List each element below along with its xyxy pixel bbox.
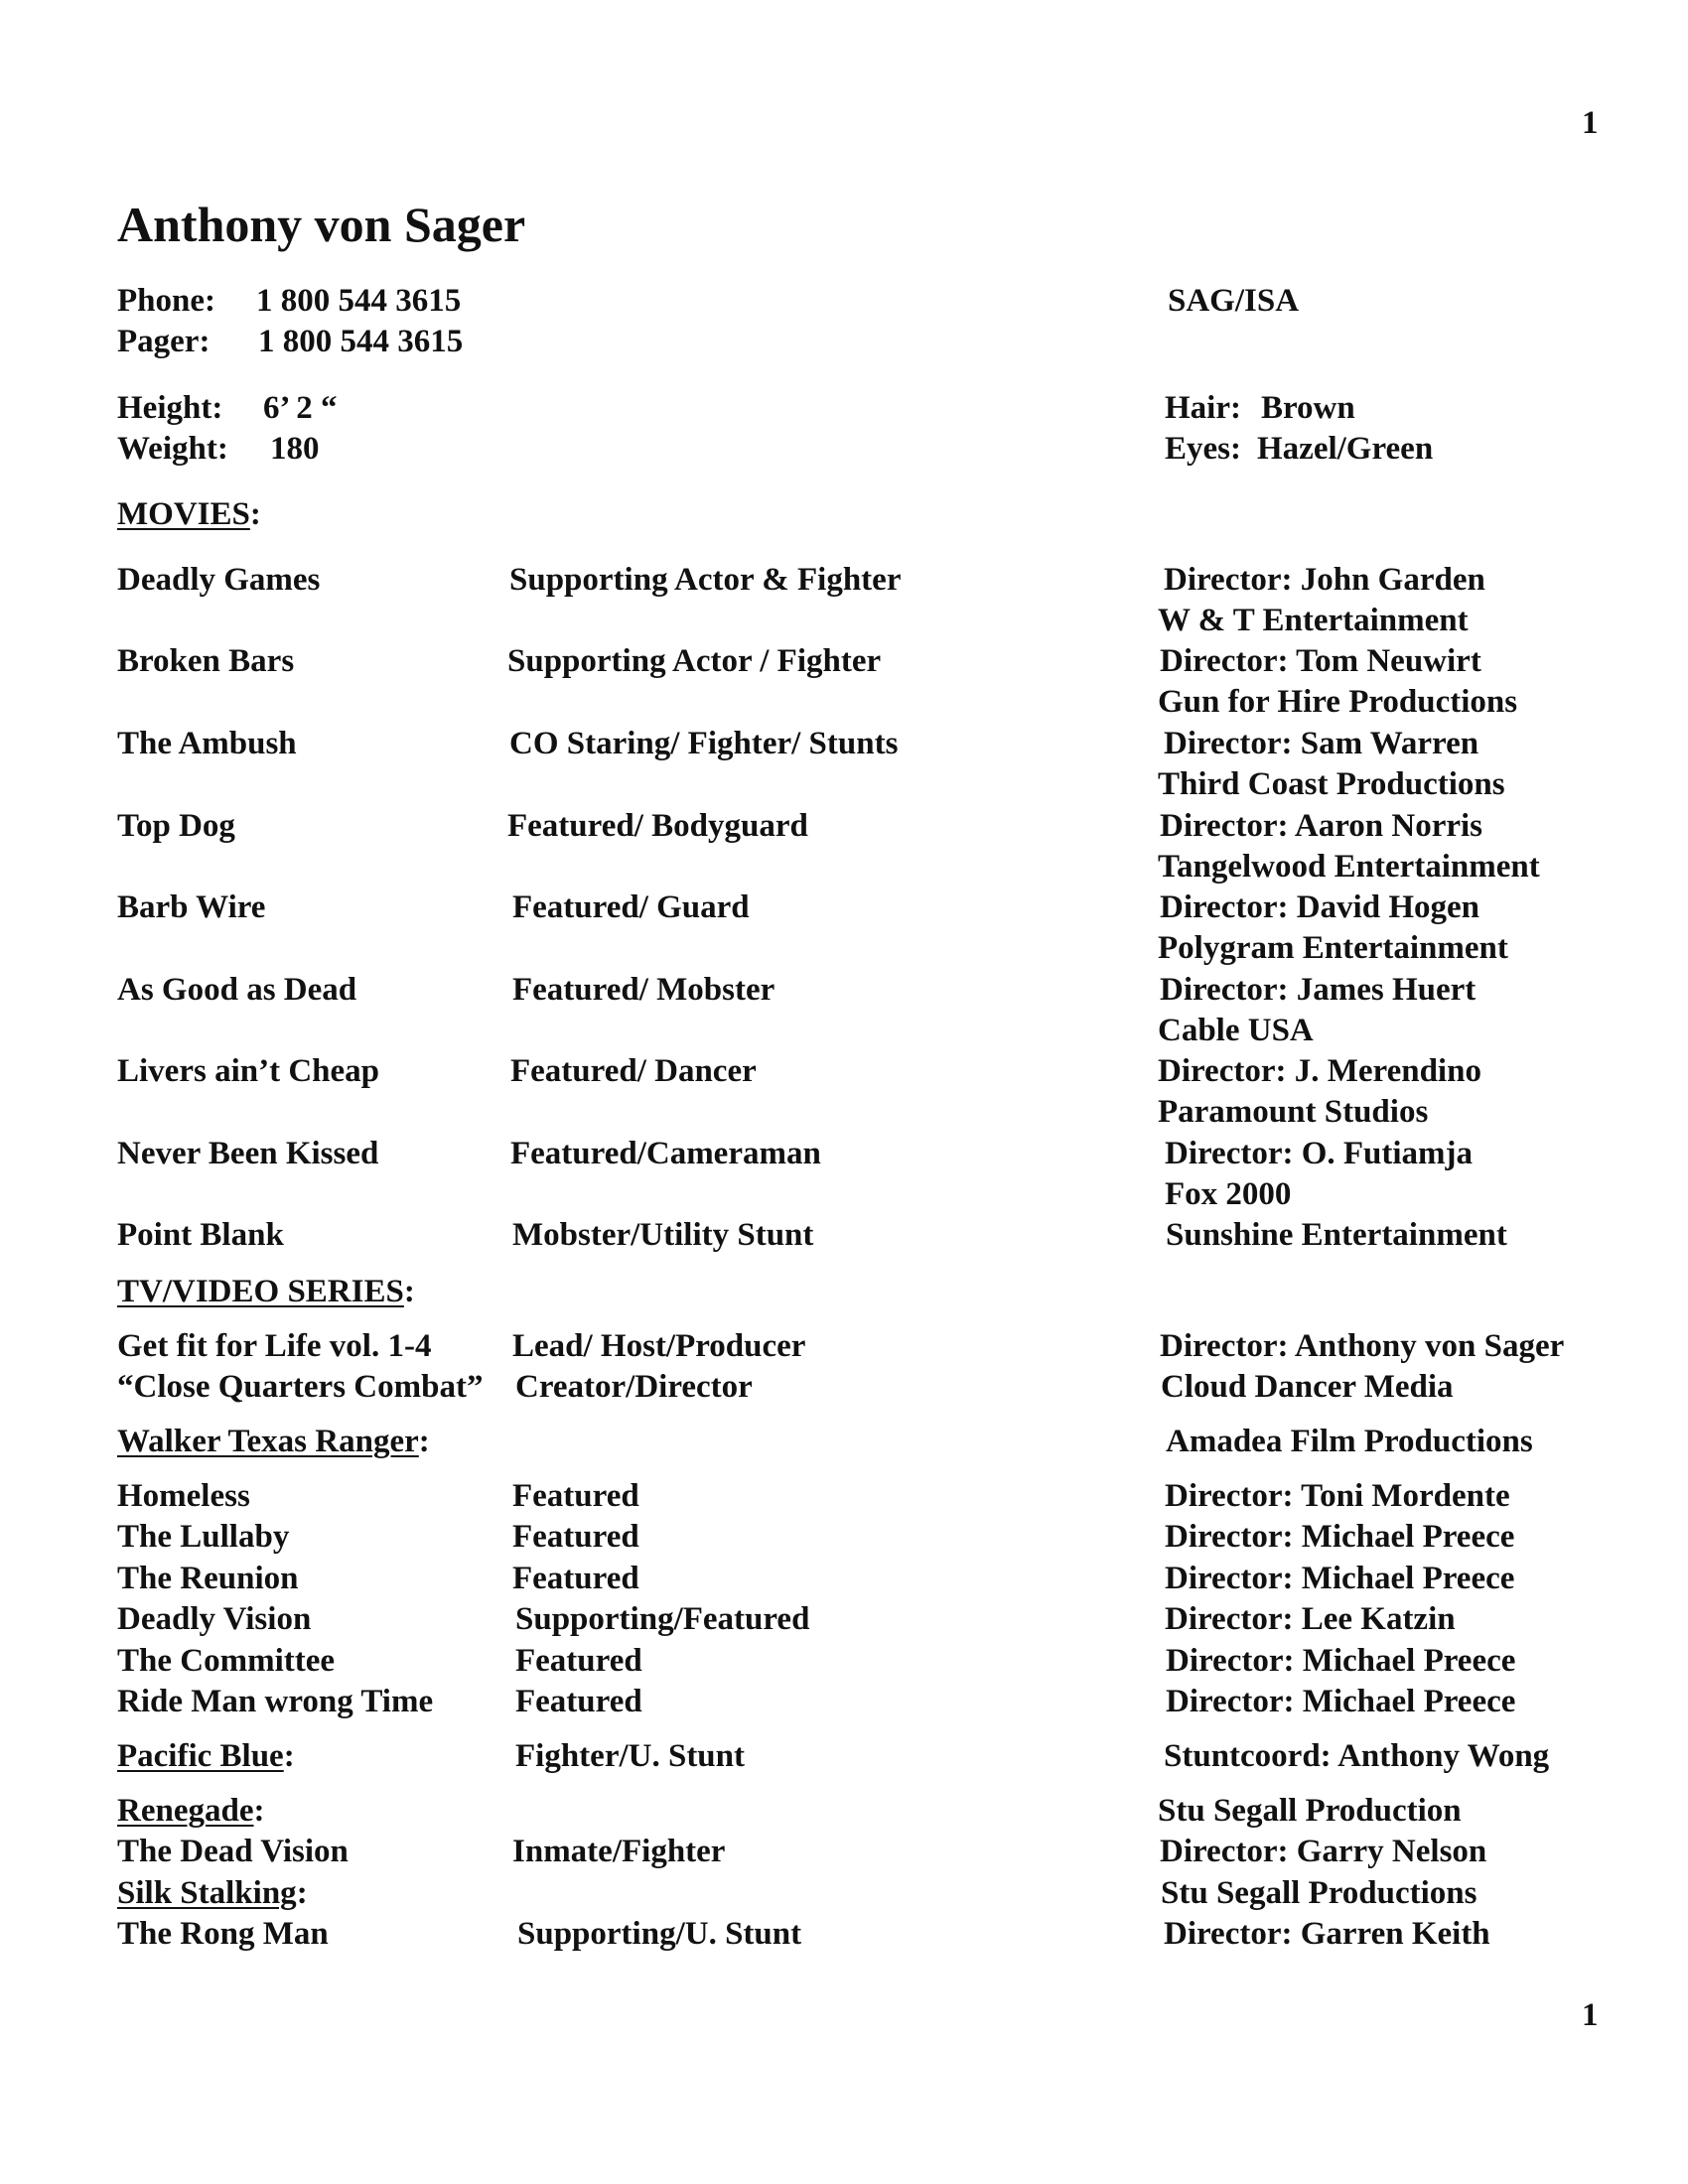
movie-director: Director: Tom Neuwirt	[1160, 643, 1481, 679]
movie-role: Supporting Actor & Fighter	[509, 562, 902, 598]
episode-title: The Rong Man	[117, 1916, 329, 1952]
episode-director: Director: Garren Keith	[1164, 1916, 1490, 1952]
episode-title: Homeless	[117, 1478, 250, 1514]
movie-title: Deadly Games	[117, 562, 321, 598]
movie-role: Mobster/Utility Stunt	[512, 1217, 814, 1253]
eyes-value: Hazel/Green	[1257, 431, 1434, 467]
movie-role: Supporting Actor / Fighter	[507, 643, 882, 679]
tv-video-heading: TV/VIDEO SERIES:	[117, 1274, 415, 1309]
episode-role: Supporting/U. Stunt	[517, 1916, 802, 1952]
episode-title: Ride Man wrong Time	[117, 1684, 434, 1719]
episode-role: Featured	[515, 1684, 642, 1719]
height-label: Height:	[117, 390, 223, 426]
movie-director: Director: J. Merendino	[1158, 1053, 1481, 1089]
movie-company: Third Coast Productions	[1158, 766, 1505, 802]
movie-company: Tangelwood Entertainment	[1158, 849, 1540, 885]
pacific-blue-credit: Stuntcoord: Anthony Wong	[1164, 1738, 1550, 1774]
episode-title: Deadly Vision	[117, 1601, 312, 1637]
page-number-bottom: 1	[1582, 1997, 1599, 2033]
renegade-company: Stu Segall Production	[1158, 1793, 1462, 1829]
movie-role: Featured/Cameraman	[510, 1136, 821, 1171]
phone-label: Phone:	[117, 283, 215, 319]
movie-company: Paramount Studios	[1158, 1094, 1429, 1130]
renegade-heading: Renegade:	[117, 1793, 265, 1829]
movie-role: Featured/ Guard	[512, 889, 750, 925]
pager-number: 1 800 544 3615	[258, 324, 464, 359]
episode-director: Director: Michael Preece	[1165, 1561, 1515, 1596]
movie-director: Director: David Hogen	[1160, 889, 1479, 925]
movie-title: Broken Bars	[117, 643, 295, 679]
episode-role: Featured	[512, 1519, 639, 1555]
episode-role: Featured	[515, 1643, 642, 1679]
episode-director: Director: Toni Mordente	[1165, 1478, 1510, 1514]
movie-title: The Ambush	[117, 726, 297, 761]
weight-value: 180	[270, 431, 320, 467]
episode-director: Director: Michael Preece	[1165, 1519, 1515, 1555]
pacific-blue-role: Fighter/U. Stunt	[515, 1738, 745, 1774]
tv-credit: Director: Anthony von Sager	[1160, 1328, 1565, 1364]
union-affiliation: SAG/ISA	[1168, 283, 1300, 319]
episode-role: Inmate/Fighter	[512, 1834, 726, 1869]
episode-title: The Committee	[117, 1643, 336, 1679]
tv-title: Get fit for Life vol. 1-4	[117, 1328, 432, 1364]
weight-label: Weight:	[117, 431, 228, 467]
episode-title: The Dead Vision	[117, 1834, 349, 1869]
eyes-label: Eyes:	[1165, 431, 1241, 467]
silk-stalking-heading: Silk Stalking:	[117, 1875, 308, 1911]
pager-label: Pager:	[117, 324, 211, 359]
phone-number: 1 800 544 3615	[256, 283, 462, 319]
tv-title: “Close Quarters Combat”	[117, 1369, 484, 1405]
movie-role: CO Staring/ Fighter/ Stunts	[509, 726, 899, 761]
movies-heading: MOVIES:	[117, 496, 261, 532]
page-number-top: 1	[1582, 105, 1599, 141]
episode-title: The Reunion	[117, 1561, 299, 1596]
tv-role: Lead/ Host/Producer	[512, 1328, 806, 1364]
pacific-blue-heading: Pacific Blue:	[117, 1738, 295, 1774]
episode-director: Director: Lee Katzin	[1165, 1601, 1456, 1637]
tv-role: Creator/Director	[515, 1369, 753, 1405]
movie-director: Director: Sam Warren	[1164, 726, 1479, 761]
movie-role: Featured/ Mobster	[512, 972, 775, 1008]
movie-director: Director: O. Futiamja	[1165, 1136, 1474, 1171]
height-value: 6’ 2 “	[263, 390, 338, 426]
movie-title: Top Dog	[117, 808, 235, 844]
movie-company: Gun for Hire Productions	[1158, 684, 1518, 720]
movie-title: Never Been Kissed	[117, 1136, 379, 1171]
walker-company: Amadea Film Productions	[1166, 1424, 1533, 1459]
movie-director: Sunshine Entertainment	[1166, 1217, 1507, 1253]
episode-director: Director: Garry Nelson	[1160, 1834, 1487, 1869]
hair-value: Brown	[1261, 390, 1355, 426]
episode-director: Director: Michael Preece	[1166, 1643, 1516, 1679]
episode-director: Director: Michael Preece	[1166, 1684, 1516, 1719]
episode-role: Supporting/Featured	[515, 1601, 810, 1637]
movie-director: Director: James Huert	[1160, 972, 1477, 1008]
movie-title: Livers ain’t Cheap	[117, 1053, 379, 1089]
hair-label: Hair:	[1165, 390, 1241, 426]
actor-name: Anthony von Sager	[117, 197, 526, 252]
walker-heading: Walker Texas Ranger:	[117, 1424, 430, 1459]
movie-role: Featured/ Dancer	[510, 1053, 757, 1089]
movie-role: Featured/ Bodyguard	[507, 808, 808, 844]
movie-company: Cable USA	[1158, 1013, 1314, 1048]
tv-credit: Cloud Dancer Media	[1161, 1369, 1454, 1405]
episode-role: Featured	[512, 1561, 639, 1596]
movie-director: Director: Aaron Norris	[1160, 808, 1483, 844]
movie-company: Polygram Entertainment	[1158, 930, 1508, 966]
movie-company: Fox 2000	[1165, 1176, 1292, 1212]
movie-title: As Good as Dead	[117, 972, 357, 1008]
movie-director: Director: John Garden	[1164, 562, 1485, 598]
movie-title: Point Blank	[117, 1217, 284, 1253]
movie-company: W & T Entertainment	[1158, 603, 1469, 638]
movie-title: Barb Wire	[117, 889, 266, 925]
episode-role: Featured	[512, 1478, 639, 1514]
silk-stalking-company: Stu Segall Productions	[1161, 1875, 1477, 1911]
episode-title: The Lullaby	[117, 1519, 290, 1555]
